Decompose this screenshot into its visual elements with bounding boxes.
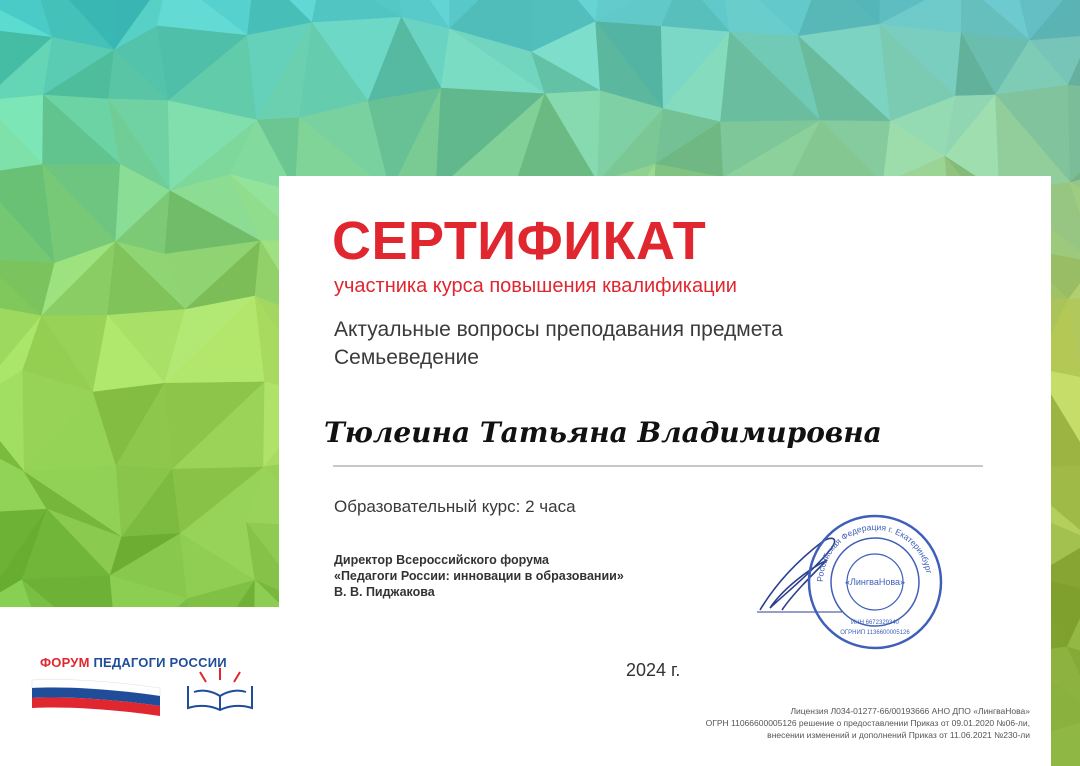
license-line1: Лицензия Л034-01277-66/00193666 АНО ДПО «ЛингваНова» [790, 706, 1030, 716]
director-block [334, 552, 624, 600]
background-facet [1068, 85, 1080, 182]
course-title [334, 316, 894, 372]
course-hours: Образовательный курс: 2 часа [334, 497, 576, 516]
certificate-subtitle: участника курса повышения квалификации [334, 275, 737, 297]
director-line2: «Педагоги России: инновации в образовании» [334, 569, 624, 583]
certificate-year: 2024 г. [626, 660, 681, 680]
stamp-ring-text: Российская Федерация г. Екатеринбург [814, 521, 935, 583]
recipient-name: Тюлеина Татьяна Владимировна [324, 416, 882, 449]
certificate-title: СЕРТИФИКАТ [332, 211, 707, 271]
license-line2: ОГРН 11066600005126 решение о предоставлении Приказ от 09.01.2020 №06-ли, [705, 718, 1030, 728]
stamp-ogrn: ОГРНИП 1136600005126 [840, 630, 910, 636]
stamp-icon [805, 512, 945, 652]
course-title-line2: Семьеведение [334, 346, 479, 369]
name-underline [333, 465, 983, 467]
license-line3: внесении изменений и дополнений Приказ от 11.06.2021 №230-ли [767, 730, 1030, 740]
license-block [706, 705, 1030, 741]
logo-word1: ФОРУМ [40, 655, 90, 670]
forum-logo-text [40, 655, 227, 670]
stamp-center-text: «ЛингваНова» [844, 577, 906, 587]
course-title-line1: Актуальные вопросы преподавания предмета [334, 318, 783, 341]
stamp-inn: ИНН 6672329340 [850, 620, 900, 626]
logo-word2: ПЕДАГОГИ РОССИИ [93, 655, 227, 670]
director-line1: Директор Всероссийского форума [334, 553, 549, 567]
director-name: В. В. Пиджакова [334, 585, 435, 599]
book-icon [188, 686, 252, 710]
